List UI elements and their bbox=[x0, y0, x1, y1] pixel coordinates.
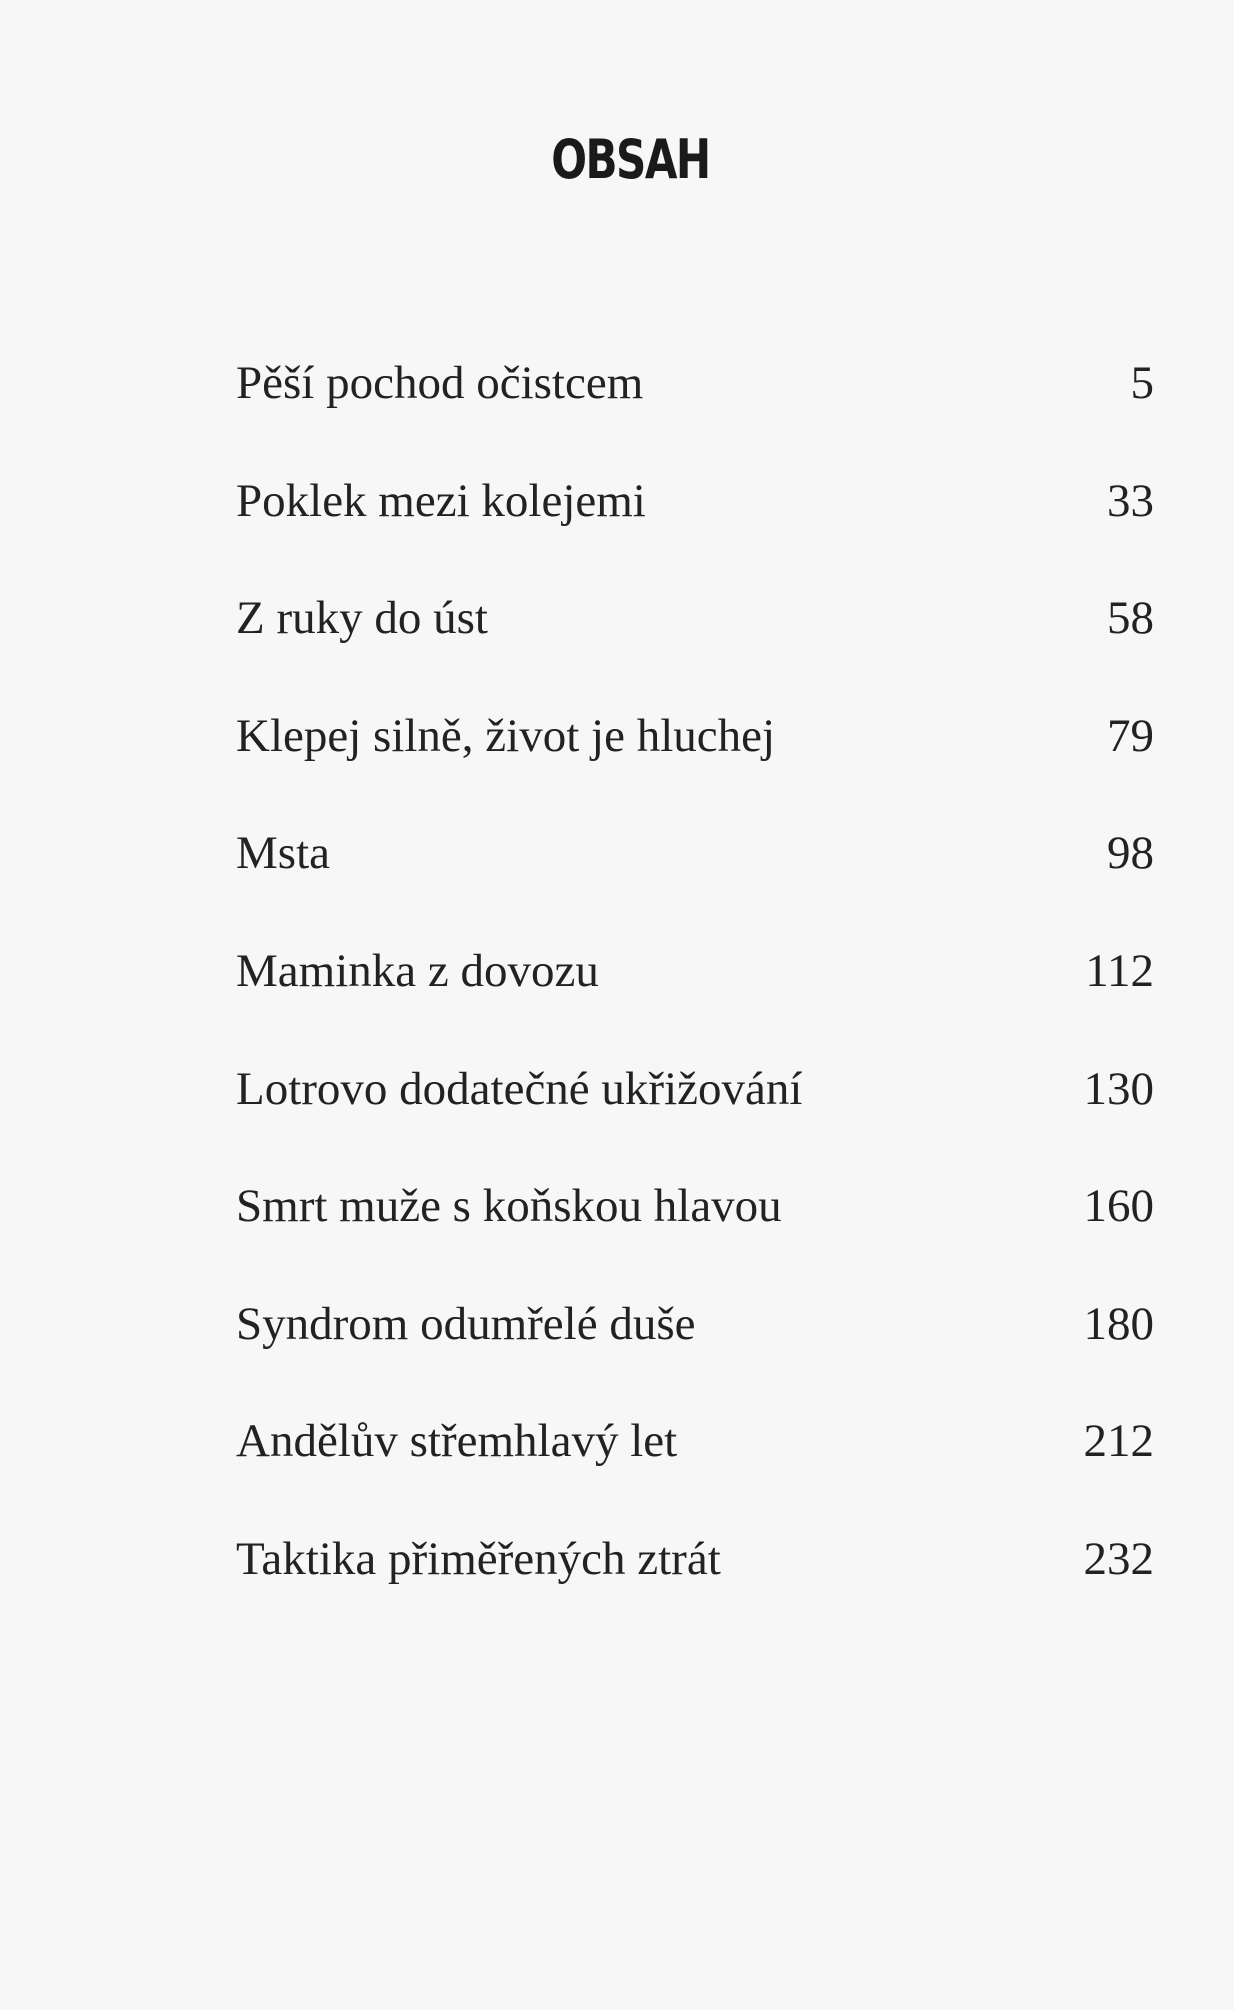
toc-entry-title: Msta bbox=[236, 827, 330, 880]
toc-entry-page: 79 bbox=[1107, 709, 1154, 762]
toc-entry bbox=[236, 474, 1154, 592]
toc-entry-page: 212 bbox=[1083, 1415, 1154, 1468]
toc-entry-page: 5 bbox=[1130, 357, 1154, 409]
toc-entry-page: 160 bbox=[1083, 1180, 1154, 1233]
page-title: OBSAH bbox=[551, 128, 710, 191]
toc-entry-page: 130 bbox=[1083, 1062, 1154, 1115]
toc-entry-title: Maminka z dovozu bbox=[236, 944, 599, 997]
toc-entry bbox=[236, 1062, 1154, 1180]
toc-entry-title: Smrt muže s koňskou hlavou bbox=[236, 1180, 782, 1233]
toc-entry bbox=[236, 944, 1154, 1062]
toc-entry-title: Klepej silně, život je hluchej bbox=[236, 709, 776, 762]
toc-entry-title: Z ruky do úst bbox=[236, 592, 488, 645]
toc-entry-page: 180 bbox=[1083, 1297, 1154, 1350]
toc-entry-title: Andělův střemhlavý let bbox=[236, 1415, 678, 1468]
toc-entry-title: Poklek mezi kolejemi bbox=[236, 474, 646, 527]
table-of-contents bbox=[236, 356, 1154, 1650]
toc-entry-title: Lotrovo dodatečné ukřižování bbox=[236, 1062, 803, 1115]
toc-entry bbox=[236, 1532, 1154, 1650]
toc-entry bbox=[236, 591, 1154, 709]
toc-entry-page: 112 bbox=[1085, 944, 1154, 997]
toc-entry-page: 33 bbox=[1107, 474, 1154, 527]
toc-entry-title: Syndrom odumřelé duše bbox=[236, 1297, 696, 1350]
toc-entry bbox=[236, 709, 1154, 827]
toc-entry-page: 58 bbox=[1107, 592, 1154, 645]
toc-entry-page: 232 bbox=[1083, 1532, 1154, 1585]
toc-entry bbox=[236, 1414, 1154, 1532]
toc-entry-title: Pěší pochod očistcem bbox=[236, 357, 644, 409]
toc-entry bbox=[236, 1179, 1154, 1297]
toc-entry bbox=[236, 356, 1154, 474]
toc-entry bbox=[236, 826, 1154, 944]
toc-entry-title: Taktika přiměřených ztrát bbox=[236, 1532, 721, 1585]
toc-entry-page: 98 bbox=[1107, 827, 1154, 880]
toc-entry bbox=[236, 1297, 1154, 1415]
